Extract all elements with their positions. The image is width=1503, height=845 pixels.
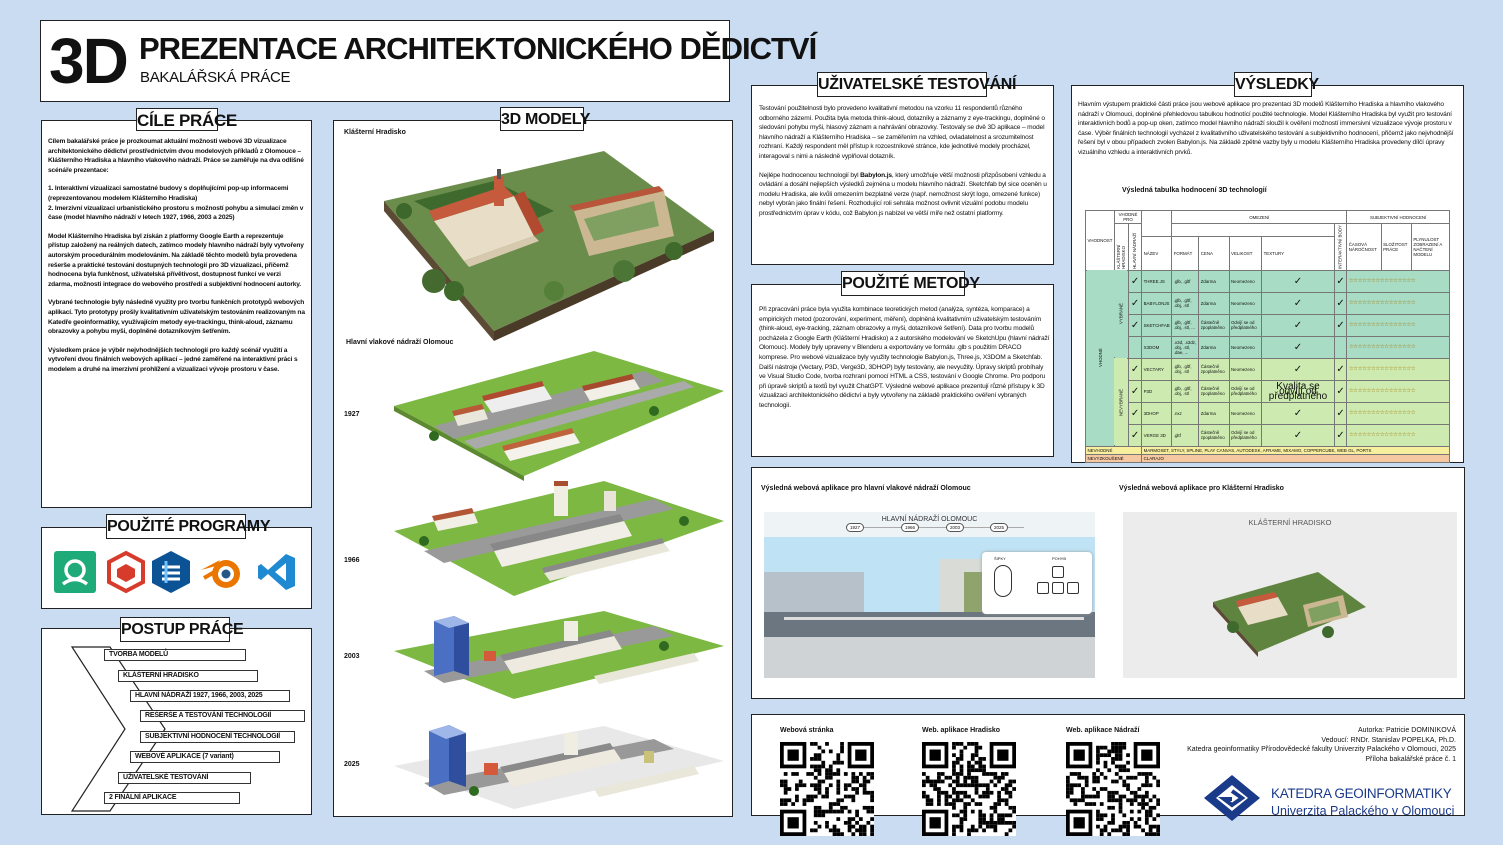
table-row [1086,336,1450,358]
app1-controls-panel [982,552,1092,614]
testovani-p2: Nejlépe hodnocenou technologií byl Babylon.js, který umožňuje větší možnosti přizpůsobení vzhledu a ovládání a dosáhl nejlepších výsledků zejména u modelu hlavního nádraží. Sketchfab byl sice oceněn u modelu Hradiska, ale kvůli omezením bezplatné verze (např. nemožnost skrýt logo, omezené funkce) nebyl vybrán jako finální řešení. Rozhodující roli sehrála možnost ovlivnit vizuální podobu modelu prostřednictvím úprav v kódu, což Babylon.js nabízel ve větší míře než ostatní platformy. [759,171,1047,217]
th-vhodne-pro: VHODNÉ PRO [1114,211,1141,224]
metody-text: Při zpracování práce byla využita kombinace teoretických metod (analýza, syntéza, komparace) a empirických metod (pozorování, experiment, měření), doplněná kvalitativním uživatelským testováním (think-aloud, eye-tracking, záznam obrazovky a myši, dotazníkové šetření). Data pro tvorbu modelů pocházela z Google Earth (Klášterní Hradisko) a z autorského modelování ve SketchUpu (hlavní nádraží Olomouc). Modely byly upraveny v Blenderu a exportovány ve formátu .glb s použitím DRACO komprese. Pro webové vizualizace byly využity technologie Babylon.js, Three.js, X3DOM a Sketchfab. Další nástroje (Vectary, P3D, Verge3D, 3DHOP) byly testovány, ale nevyužity. Úpravy skriptů probíhaly ve Visual Studio Code, tvorba rozhraní pomocí HTML a CSS, testování v Google Chrome. Pro podporu při úpravě skriptů a textů byl využit ChatGPT. Výsledné webové aplikace prezentují různé přístupy k 3D vizualizaci architektonického dědictví a byly vytvořeny na základě praktického ověření vybraných technologií. [759,306,1050,409]
nevhodne-list: MARMOSET, STYLY, SPLINE, PLAY CANVAS, AUTODESK, AFRAME, MIXAMO, COPPERCUBE, WEB GL, PORTS [1142,446,1450,454]
table-cell: ✓ [1262,402,1335,424]
table-cell: .glb, .gltf, .obj, .stl [1172,380,1199,402]
th-inter: INTERAKTIVNÍ BODY [1334,224,1346,271]
postup-step: KLÁŠTERNÍ HRADISKO [118,670,258,682]
table-cell: ✓ [1334,270,1346,292]
table-cell: Zdarma [1199,292,1229,314]
table-cell [1334,336,1346,358]
table-cell: ✓ [1334,358,1346,380]
table-row [1086,380,1450,402]
mouse-icon [994,565,1012,597]
qr-code-hradisko[interactable] [922,742,1016,836]
table-cell: ✓ [1334,402,1346,424]
table-cell: ✓ [1262,270,1335,292]
table-cell: ✓ [1334,380,1346,402]
app1-ctrl-label-2: POHYB [1052,556,1067,561]
table-cell: ☆☆☆☆☆☆☆☆☆☆☆☆☆☆☆ [1347,402,1450,424]
postup-step: REŠERŠE A TESTOVÁNÍ TECHNOLOGIÍ [140,710,305,722]
testovani-p1: Testování použitelnosti bylo provedeno kvalitativní metodou na vzorku 11 respondentů různého odborného zázemí. Použita byla metoda think-aloud, dotazníky a záznamy z eye-trackingu, doplněné o sledování pohybu myši, hlasový záznam a nahrávání obrazovky. Testovaly se dvě 3D aplikace – model hlavního nádraží a Klášterního Hradiska – se zaměřením na vzhled, ovladatelnost a srozumitelnost rozhraní. Každý respondent měl přístup k rozcestníkové stránce, kde jednotlivé modely procházel, interagoval s nimi a následně vyplňoval dotazník. [759,105,1045,160]
tech-name: VERGE 3D [1142,424,1172,446]
tech-name: SKETCHFAB [1142,314,1172,336]
table-cell [1142,211,1172,237]
key-up-icon [1052,566,1064,578]
app2-screen-title: KLÁŠTERNÍ HRADISKO [1248,518,1332,527]
table-cell: ✓ [1128,402,1141,424]
author-line: Autorka: Patricie DOMINIKOVÁ [1357,727,1456,734]
vysledky-text: Hlavním výstupem praktické části práce jsou webové aplikace pro prezentaci 3D modelů Klášterního Hradiska a hlavního vlakového nádraží v Olomouci, doplněné přehledovou tabulkou hodnotící použité technologie. Model Klášterního Hradiska byl využit pro testování interaktivních bodů a pop-up oken, zatímco model hlavního nádraží sloužil k ověření možností immersivní vizualizace vývoje prostoru v čase. Výběr finálních technologií vycházel z kvalitativního uživatelského testování a subjektivního hodnocení, přičemž jako nejvhodnější řešení byl v obou případech zvolen Babylon.js. Na základě zpětné vazby byly u modelu Klášterního Hradiska provedeny dílčí úpravy vizuálního vzhledu a interaktivních prvků. [1078,101,1454,156]
model-hradisko-label: Klášterní Hradisko [344,129,406,136]
cile-li2: 2. Imerzivní vizualizaci urbanistického prostoru s možností pohybu a simulací změn v čase (model hlavního nádraží v letech 1927, 1966, 2003 a 2025) [48,204,304,222]
metody-heading: POUŽITÉ METODY [841,271,965,296]
table-cell: Odvíjí se od předplatného [1229,314,1262,336]
table-cell: .glb, .gltf, .obj, .stl [1172,292,1199,314]
group-nevybrane: NEVYBRANÉ [1114,358,1128,446]
modely-heading: 3D MODELY [500,107,584,131]
table-cell [1128,336,1141,358]
vscode-icon [256,551,298,598]
table-cell: ✓ [1128,380,1141,402]
table-cell: .glb, .gltf, .obj, .stl [1172,358,1199,380]
qr-code-web[interactable] [780,742,874,836]
table-cell: ✓ [1262,358,1335,380]
table-cell: ☆☆☆☆☆☆☆☆☆☆☆☆☆☆☆ [1347,292,1450,314]
table-cell: Zdarma [1199,336,1229,358]
th-cena: CENA [1199,236,1229,270]
table-cell: ☆☆☆☆☆☆☆☆☆☆☆☆☆☆☆ [1347,336,1450,358]
table-cell: Částečně zpoplatněno [1199,314,1229,336]
table-cell: .x3d, .x3dz, .obj, .stl, .dae, ... [1172,336,1199,358]
table-cell: ✓ [1128,358,1141,380]
table-cell: Neomezeno [1229,336,1262,358]
modely-panel [333,120,733,817]
app2-hradisko-model [1208,567,1368,657]
group-vhodne: VHODNÉ [1086,270,1115,446]
key-left-icon [1037,582,1049,594]
tech-name: X3DOM [1142,336,1172,358]
tech-name: 3DHOP [1142,402,1172,424]
th-klast: KLÁŠTERNÍ HRADISKO [1114,224,1128,271]
footer-credits [1187,726,1456,764]
table-cell: Neomezeno [1229,402,1262,424]
app1-screenshot[interactable] [764,512,1095,678]
app1-ctrl-label-1: ŠIPKY [994,556,1006,561]
apps-panel [751,467,1465,699]
cile-panel [41,120,312,508]
th-nadr: HLAVNÍ NÁDRAŽÍ [1128,224,1141,271]
header-panel [40,20,817,102]
app2-screenshot[interactable] [1123,512,1457,678]
th-cas: ČASOVÁ NÁROČNOST [1347,224,1381,271]
vysledky-panel [1071,85,1464,463]
postup-step: HLAVNÍ NÁDRAŽÍ 1927, 1966, 2003, 2025 [130,690,290,702]
nevyzk-list: CLARAJO [1142,454,1450,462]
nadrazi-2025-model [394,711,724,811]
sketchup-icon [148,549,194,600]
table-cell: ✓ [1334,314,1346,336]
th-format: FORMÁT [1172,236,1199,270]
table-cell: Zdarma [1199,402,1229,424]
katedra-logo-icon [1202,773,1262,823]
tech-name: THREE.JS [1142,270,1172,292]
sketchup-like-icon [54,551,96,593]
table-row [1086,292,1450,314]
programy-heading: POUŽITÉ PROGRAMY [106,514,246,539]
year-1966-label: 1966 [344,557,360,564]
table-cell: Odvíjí se od předplatného [1229,424,1262,446]
qr-code-nadrazi[interactable] [1066,742,1160,836]
programy-panel [41,527,312,609]
table-row [1086,314,1450,336]
nadrazi-2003-model [394,601,724,701]
testovani-heading: UŽIVATELSKÉ TESTOVÁNÍ [817,72,987,97]
postup-panel [41,628,312,815]
table-cell: Zdarma [1199,270,1229,292]
app1-year-2025[interactable]: 2025 [990,523,1008,532]
key-right-icon [1067,582,1079,594]
table-cell: Neomezeno [1229,270,1262,292]
postup-step: WEBOVÉ APLIKACE (7 variant) [130,751,280,763]
blender-icon [198,550,246,599]
results-table [1085,210,1450,463]
table-cell: Částečně zpoplatněno [1199,358,1229,380]
table-cell: .glb, .gltf [1172,270,1199,292]
nadrazi-1966-model [394,481,724,601]
app2-title: Výsledná webová aplikace pro Klášterní Hradisko [1119,485,1284,492]
postup-step: 2 FINÁLNÍ APLIKACE [104,792,240,804]
table-cell: .glb, .gltf, .obj, .stl, ... [1172,314,1199,336]
tech-name: VECTARY [1142,358,1172,380]
table-cell: Částečně zpoplatněno [1199,380,1229,402]
group-vybrane: VYBRANÉ [1114,270,1128,358]
app1-title: Výsledná webová aplikace pro hlavní vlakové nádraží Olomouc [761,485,971,492]
postup-step: TVORBA MODELŮ [104,649,246,661]
table-cell: .nxz [1172,402,1199,424]
logo-line-2: Univerzita Palackého v Olomouci [1271,804,1455,818]
table-cell: ✓ [1128,270,1141,292]
qr2-label: Web. aplikace Hradisko [922,727,1001,734]
nevyzk-label: NEVYZKOUŠENÉ [1086,454,1142,462]
th-velikost: VELIKOST [1229,236,1262,270]
table-cell: ✓ [1334,424,1346,446]
postup-step: SUBJEKTIVNÍ HODNOCENÍ TECHNOLOGIÍ [140,731,295,743]
table-cell: Neomezeno [1229,292,1262,314]
qr3-label: Web. aplikace Nádraží [1066,727,1140,734]
polygon-tool-icon [104,550,148,599]
table-cell: ✓ [1262,424,1335,446]
th-omezeni: OMEZENÍ [1172,211,1347,224]
th-nazev: NÁZEV [1142,236,1172,270]
table-cell: ☆☆☆☆☆☆☆☆☆☆☆☆☆☆☆ [1347,314,1450,336]
table-cell: ✓ [1128,292,1141,314]
th-subj: SUBJEKTIVNÍ HODNOCENÍ [1347,211,1450,224]
table-cell: ✓ [1262,314,1335,336]
table-row [1086,402,1450,424]
th-plynulost: PLYNULOST ZOBRAZENÍ A NAČTENÍ MODELU [1411,224,1449,271]
table-row [1086,270,1450,292]
th-slozitost: SLOŽITOST PRÁCE [1381,224,1411,271]
app1-year-2003[interactable]: 2003 [946,523,964,532]
testovani-panel [751,85,1054,265]
model-nadrazi-label: Hlavní vlakové nádraží Olomouc [346,339,454,346]
nadrazi-1927-model [394,351,724,481]
table-cell: .gltf [1172,424,1199,446]
cile-heading: CÍLE PRÁCE [136,108,218,131]
th-textury: TEXTURY [1262,236,1335,270]
year-2003-label: 2003 [344,653,360,660]
table-cell: ✓ [1262,336,1335,358]
table-cell: Částečně zpoplatněno [1199,424,1229,446]
year-2025-label: 2025 [344,761,360,768]
app1-year-1927[interactable]: 1927 [846,523,864,532]
katedra-line: Katedra geoinformatiky Přírodovědecké fakulty Univerzity Palackého v Olomouci, 2025 [1187,746,1456,754]
table-cell: ✓ [1334,292,1346,314]
table-cell: ☆☆☆☆☆☆☆☆☆☆☆☆☆☆☆ [1347,380,1450,402]
table-cell: ✓ [1128,314,1141,336]
table-cell: ☆☆☆☆☆☆☆☆☆☆☆☆☆☆☆ [1347,270,1450,292]
header-big-3d: 3D [49,25,127,97]
app1-year-1966[interactable]: 1966 [901,523,919,532]
table-title: Výsledná tabulka hodnocení 3D technologií [1122,187,1267,194]
year-1927-label: 1927 [344,411,360,418]
page-subtitle: BAKALÁŘSKÁ PRÁCE [140,69,291,86]
hradisko-model-image [374,141,714,341]
table-row [1086,358,1450,380]
table-cell: Odvíjí se od předplatného [1229,380,1262,402]
cile-p3: Vybrané technologie byly následně využity pro tvorbu funkčních prototypů webových aplikací. Tyto prototypy prošly kvalitativním uživatelským testováním realizovaným na Katedře geoinformatiky, využívajícím metody eye-trackingu, think-aloud, záznamu obrazovky a pohybu myši, doplněné dotazníkovým šetřením. [48,299,305,336]
table-cell: ✓ [1262,292,1335,314]
cile-li1: 1. Interaktivní vizualizaci samostatné budovy s doplňujícími pop-up informacemi (reprezentovanou modelem Klášterního Hradiska) [48,185,289,202]
postup-step: UŽIVATELSKÉ TESTOVÁNÍ [118,772,251,784]
table-cell: ☆☆☆☆☆☆☆☆☆☆☆☆☆☆☆ [1347,358,1450,380]
table-cell [1172,224,1335,237]
nevhodne-label: NEVHODNÉ [1086,446,1142,454]
table-row [1086,424,1450,446]
logo-line-1: KATEDRA GEOINFORMATIKY [1271,786,1452,801]
app1-screen-title: HLAVNÍ NÁDRAŽÍ OLOMOUC [881,516,978,523]
table-cell: Kvalita se odvíjí od předplatného [1262,380,1335,402]
cile-p4: Výsledkem práce je výběr nejvhodnějších technologií pro každý scénář využití a vytvoření dvou finálních webových aplikací – jedné zaměřené na interaktivní práci s modelem a druhé na imerzivní prohlížení a vizualizaci vývoje prostoru v čase. [48,346,298,373]
priloha-line: Příloha bakalářské práce č. 1 [1365,755,1456,763]
page-title: PREZENTACE ARCHITEKTONICKÉHO DĚDICTVÍ [139,31,817,66]
metody-panel [751,284,1054,457]
table-cell: ✓ [1128,424,1141,446]
postup-heading: POSTUP PRÁCE [120,617,230,642]
tech-name: P3D [1142,380,1172,402]
vedouci-line: Vedoucí: RNDr. Stanislav POPELKA, Ph.D. [1321,736,1456,744]
qr1-label: Webová stránka [780,727,834,734]
th-vhodnost: VHODNOST [1086,211,1115,271]
table-cell: ☆☆☆☆☆☆☆☆☆☆☆☆☆☆☆ [1347,424,1450,446]
key-down-icon [1052,582,1064,594]
tech-name: BABYLONJS [1142,292,1172,314]
table-cell: Neomezeno [1229,358,1262,380]
vysledky-heading: VÝSLEDKY [1234,72,1312,97]
cile-p2: Model Klášterního Hradiska byl získán z platformy Google Earth a reprezentuje přístup založený na reálných datech, zatímco modely hlavního nádraží byly vytvořeny autorským procedurálním modelováním. Na základě těchto modelů byla provedena rešerše a praktické testování dostupných technologií pro 3D vizualizaci, přičemž hodnocena byla funkčnost, uživatelská přívětivost, dostupnost funkcí ve verzi zdarma, možnosti integrace do webového prostředí a subjektivní hodnocení autorky. [48,232,304,288]
cile-p1: Cílem bakalářské práce je prozkoumat aktuální možnosti webové 3D vizualizace architektonického dědictví prostřednictvím dvou modelových příkladů z Olomoucе – Klášterního Hradiska a hlavního vlakového nádraží. Práce se zaměřuje na dva odlišné scénáře prezentace: [48,138,304,174]
footer-panel [751,714,1465,816]
